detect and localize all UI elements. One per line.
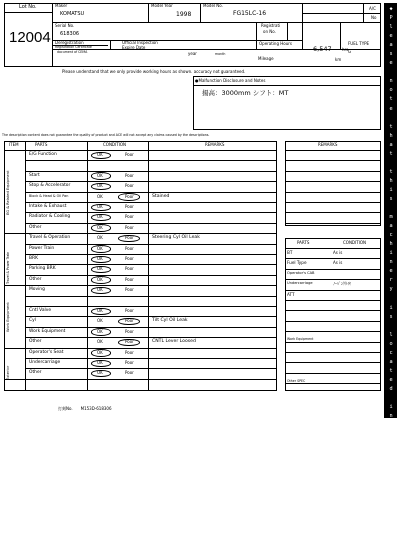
condition-poor: Poor — [125, 339, 134, 345]
part-label: Other — [29, 276, 42, 282]
month-label: month — [215, 52, 226, 56]
operating-hours-label: Operating Hours — [259, 41, 292, 46]
condition-poor: Poor — [125, 256, 134, 261]
right-condition-value: As is — [333, 260, 343, 266]
part-label: Undercarriage — [29, 360, 61, 365]
condition-ok: OK — [97, 224, 103, 230]
registration-label-1: Registrati — [261, 23, 281, 28]
part-label: Other — [29, 339, 42, 345]
footer-stamp-no: 打刻No. M153D-618306 — [58, 406, 112, 411]
fuel-type-value: G — [348, 49, 352, 54]
header-condition: CONDITION — [103, 142, 126, 147]
condition-poor: Poor — [125, 235, 134, 241]
header-parts: PARTS — [35, 142, 48, 147]
part-label: Moving — [29, 287, 45, 293]
condition-ok: OK — [97, 152, 103, 157]
right-other-spec: Other SPEC — [287, 379, 306, 383]
part-label: E/G Function — [29, 152, 57, 157]
part-label: Other — [29, 224, 42, 230]
condition-poor: Poor — [125, 224, 134, 230]
part-label: Cntl Valve — [29, 308, 52, 313]
right-remarks-header: REMARKS — [318, 142, 338, 147]
right-work-equipment: Work Equipment — [287, 337, 314, 341]
notice-sidebar-text: ◆ P l e a s e n o t e t h a t t h i s m a c h i n e r y i s l o c a t e d i n K a n s a i Y a r d ◆ — [389, 6, 393, 537]
model-no-value: FG15LC-16 — [233, 10, 267, 17]
part-label: Operator's Seat — [29, 349, 64, 355]
right-condition-value: ﾉｰﾊﾞﾝｸﾀｲﾔ — [333, 281, 351, 287]
condition-poor: Poor — [125, 328, 134, 334]
fuel-type-label: FUEL TYPE — [348, 41, 370, 46]
condition-ok: OK — [97, 360, 103, 365]
condition-ok: OK — [97, 328, 103, 334]
part-label: Work Equipment — [29, 328, 66, 334]
maker-value: KOMATSU — [60, 11, 85, 17]
ac-label: A/C — [369, 6, 376, 11]
condition-ok: OK — [97, 235, 103, 241]
header-remarks: REMARKS — [205, 142, 225, 147]
registration-label-2: on No. — [263, 29, 276, 34]
right-parts-header: PARTS — [297, 240, 310, 245]
official-inspection-label-1: Official Inspection — [122, 40, 158, 45]
group-label-eg: EG & Related Equipment — [6, 170, 10, 216]
selected-ok-circle — [91, 172, 111, 180]
right-condition-header: CONDITION — [343, 240, 366, 245]
official-inspection-label-2: Expire Date — [122, 45, 146, 50]
remark-text: Stained — [152, 193, 170, 199]
malfunction-note: 揚高：3000mm シフト：MT — [202, 89, 289, 97]
model-no-label: Model No. — [203, 3, 223, 8]
serial-value: 618306 — [60, 31, 80, 37]
group-label-exterior: Exterior — [6, 365, 10, 381]
part-label: Radiator & Cooling — [29, 214, 71, 220]
condition-ok: OK — [97, 276, 103, 282]
deregistration-label: Deregistration — [55, 40, 84, 45]
selected-poor-circle — [118, 235, 140, 243]
hrs-unit: hrs — [342, 47, 349, 52]
remark-text: Steering Cyl Oil Leak — [152, 235, 200, 241]
part-label: Stop & Accelerator — [29, 183, 71, 189]
hours-value: 6,547 — [313, 45, 332, 53]
selected-ok-circle — [91, 328, 111, 336]
condition-poor: Poor — [125, 349, 134, 355]
part-label: Intake & Exhaust — [29, 204, 67, 209]
selected-ok-circle — [91, 204, 111, 212]
condition-ok: OK — [97, 193, 103, 199]
condition-poor: Poor — [125, 276, 134, 282]
selected-ok-circle — [91, 308, 111, 316]
group-label-work: Work Equipment — [6, 302, 10, 333]
condition-ok: OK — [97, 308, 103, 313]
disclaimer-text: The description content does not guarantee the quality of product and ACE will not accept any claims caused by the descriptions. — [2, 133, 210, 137]
condition-poor: Poor — [125, 360, 134, 365]
selected-ok-circle — [91, 276, 111, 284]
selected-ok-circle — [91, 256, 111, 264]
right-part-label: Undercarriage — [287, 281, 313, 286]
selected-ok-circle — [91, 152, 111, 160]
condition-poor: Poor — [125, 245, 134, 251]
condition-poor: Poor — [125, 287, 134, 293]
condition-ok: OK — [97, 245, 103, 251]
condition-ok: OK — [97, 214, 103, 220]
right-part-label: BT — [287, 250, 293, 255]
selected-ok-circle — [91, 245, 111, 253]
selected-ok-circle — [91, 224, 111, 232]
condition-poor: Poor — [125, 370, 134, 376]
remark-text: CNTL Lever Loosed — [152, 339, 196, 345]
ac-value: No — [371, 15, 377, 20]
part-label: Other — [29, 370, 42, 376]
model-year-label: Model Year — [151, 3, 173, 8]
mileage-label: Mileage — [258, 56, 274, 61]
part-label: Start — [29, 172, 40, 178]
condition-poor: Poor — [125, 193, 134, 199]
km-unit: km — [335, 57, 342, 62]
condition-poor: Poor — [125, 204, 134, 209]
part-label: Parking BRK — [29, 266, 56, 272]
remark-text: Tilt Cyl Oil Leak — [152, 318, 188, 324]
right-part-label: Operator's CAB — [287, 270, 315, 275]
condition-poor: Poor — [125, 183, 134, 189]
serial-label: Serial No. — [55, 23, 75, 28]
selected-ok-circle — [91, 349, 111, 357]
selected-ok-circle — [91, 287, 111, 295]
right-part-label: ATT — [287, 291, 295, 297]
condition-ok: OK — [97, 204, 103, 209]
lot-label: Lot No. — [19, 4, 37, 10]
condition-ok: OK — [97, 266, 103, 272]
model-year-value: 1998 — [176, 11, 192, 18]
selected-poor-circle — [118, 193, 140, 201]
condition-ok: OK — [97, 349, 103, 355]
part-label: Cyl — [29, 318, 36, 324]
right-condition-value: As is — [333, 250, 343, 255]
condition-ok: OK — [97, 370, 103, 376]
selected-ok-circle — [91, 360, 111, 368]
condition-poor: Poor — [125, 214, 134, 220]
part-label: BRK — [29, 256, 38, 261]
header-item: ITEM — [9, 142, 19, 147]
malfunction-label: ●Malfunction Disclosure and Notes — [195, 78, 266, 83]
selected-poor-circle — [118, 339, 140, 347]
condition-ok: OK — [97, 183, 103, 189]
maker-label: Maker — [55, 3, 68, 8]
condition-ok: OK — [97, 287, 103, 293]
part-label: Travel & Operation — [29, 235, 71, 241]
selected-ok-circle — [91, 183, 111, 191]
part-label: Power Train — [29, 245, 55, 251]
condition-poor: Poor — [125, 308, 134, 313]
condition-ok: OK — [97, 318, 103, 324]
year-label: year — [188, 51, 197, 56]
registration-cert-label: Registration Certificate — [55, 45, 92, 49]
lot-number: 12004 — [9, 29, 51, 46]
condition-ok: OK — [97, 172, 103, 178]
condition-poor: Poor — [125, 172, 134, 178]
group-label-travel: Travel & Power Train — [6, 251, 10, 285]
right-part-label: Fuel Type — [287, 260, 307, 266]
condition-ok: OK — [97, 339, 103, 345]
document-cema-label: document of CEMA — [57, 50, 88, 54]
condition-poor: Poor — [125, 318, 134, 324]
condition-ok: OK — [97, 256, 103, 261]
notice-text: Please understand that we only provide working hours as shown. accuracy not guaranteed. — [62, 69, 246, 74]
condition-poor: Poor — [125, 152, 134, 157]
part-label: Block & Head & Oil Pan — [29, 193, 69, 198]
condition-poor: Poor — [125, 266, 134, 272]
